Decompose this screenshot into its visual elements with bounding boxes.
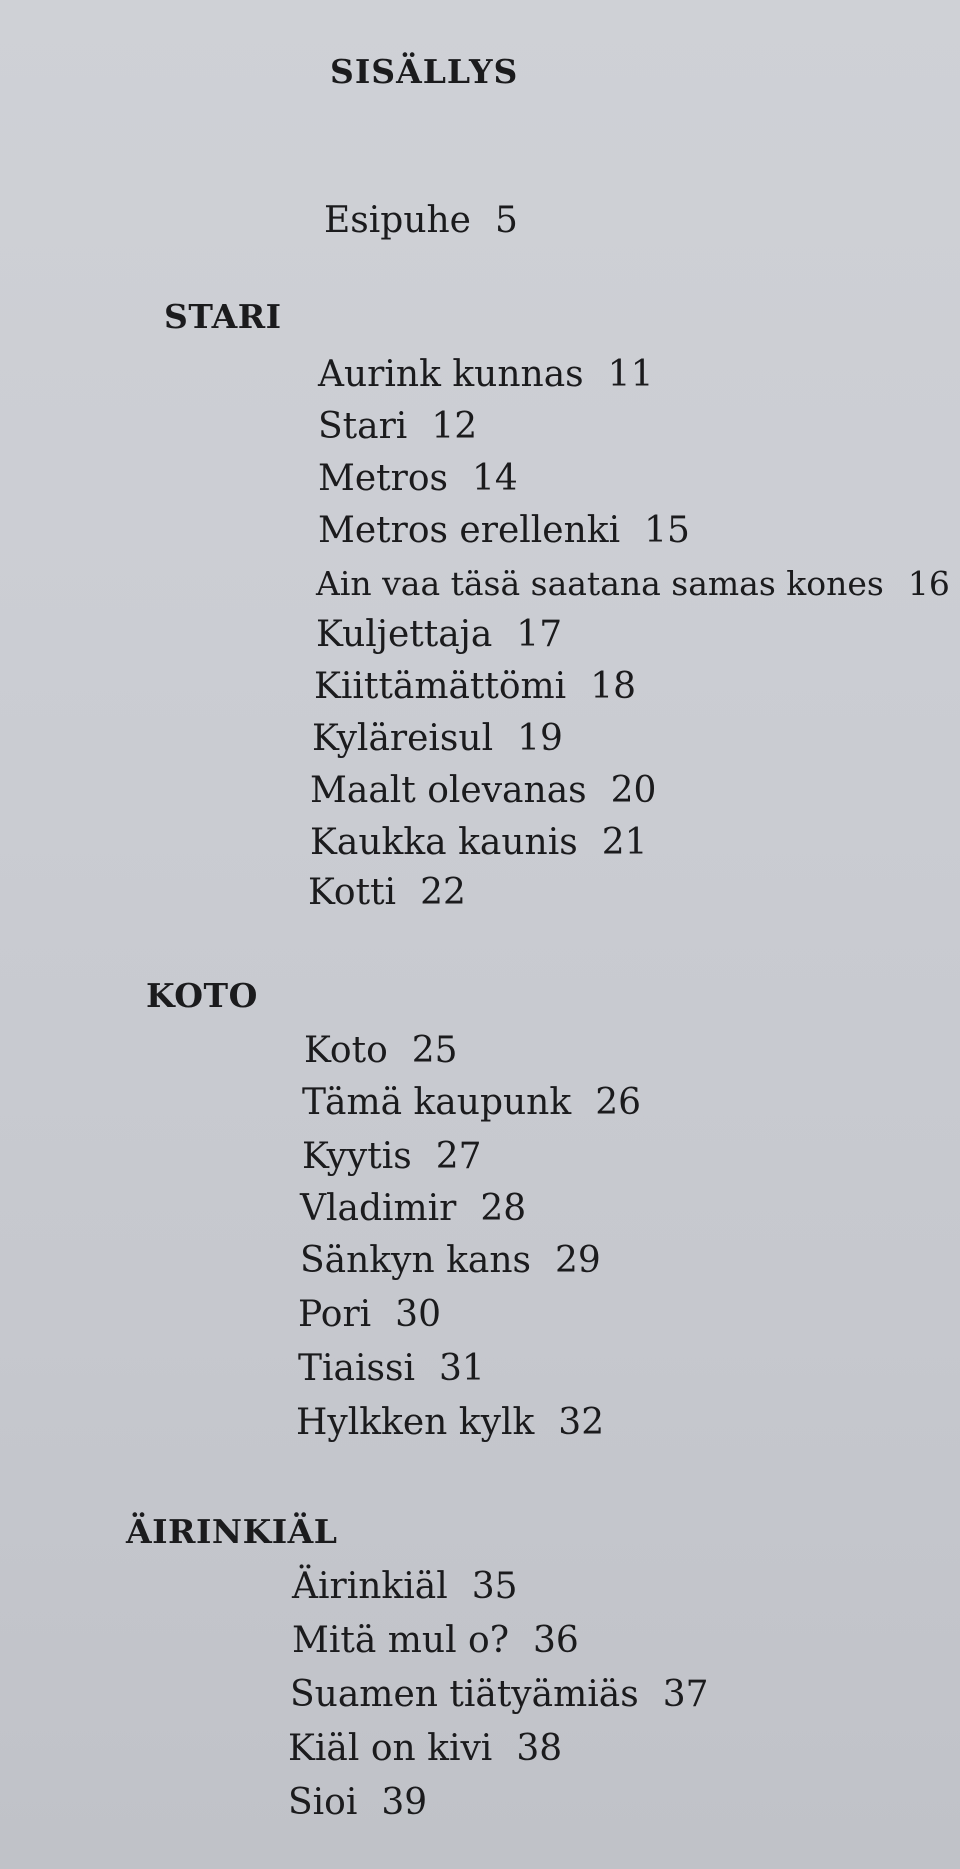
toc-entry-page: 31 (438, 1348, 485, 1389)
toc-entry-label: Ain vaa täsä saatana samas kones (316, 564, 884, 603)
toc-entry (288, 1728, 562, 1769)
toc-entry-page: 12 (431, 406, 478, 447)
toc-entry-page: 30 (395, 1294, 441, 1335)
toc-entry (298, 1294, 441, 1335)
toc-entry-page: 17 (516, 614, 563, 655)
toc-entry-label: Kiäl on kivi (288, 1728, 493, 1769)
toc-entry-label: Maalt olevanas (310, 770, 587, 811)
toc-entry-label: Esipuhe (324, 200, 471, 241)
toc-entry-label: Kyläreisul (312, 718, 494, 759)
toc-entry-page: 38 (516, 1728, 563, 1769)
toc-entry-label: Aurink kunnas (318, 354, 584, 395)
toc-entry-page: 22 (420, 872, 466, 913)
toc-entry-label: Metros (318, 458, 448, 499)
toc-entry-page: 18 (590, 666, 636, 707)
toc-entry-page: 36 (533, 1620, 579, 1661)
toc-entry-page: 14 (472, 458, 518, 499)
toc-entry-page: 5 (495, 200, 518, 241)
toc-entry-label: Metros erellenki (318, 510, 621, 551)
toc-entry-label: Mitä mul o? (292, 1620, 510, 1661)
toc-entry (318, 354, 653, 395)
toc-entry (290, 1674, 709, 1715)
toc-entry-page: 32 (558, 1402, 605, 1443)
toc-entry (318, 458, 518, 499)
toc-entry (310, 822, 648, 863)
toc-entry-label: Kuljettaja (316, 614, 493, 655)
toc-entry-label: Stari (318, 406, 408, 447)
toc-entry (318, 510, 690, 551)
toc-entry (292, 1566, 518, 1607)
toc-entry-page: 19 (517, 718, 563, 759)
toc-entry-label: Kiittämättömi (314, 666, 567, 707)
toc-entry (292, 1620, 579, 1661)
toc-entry-preface (324, 200, 518, 241)
toc-entry-page: 29 (555, 1240, 601, 1281)
toc-entry-label: Tiaissi (298, 1348, 415, 1389)
toc-entry-label: Sänkyn kans (300, 1240, 532, 1281)
toc-entry-page: 28 (480, 1188, 527, 1229)
toc-entry (302, 1136, 482, 1177)
toc-entry (314, 666, 636, 707)
toc-entry-page: 39 (381, 1782, 428, 1823)
toc-entry-page: 21 (601, 822, 648, 863)
page-title: SISÄLLYS (330, 52, 519, 91)
toc-entry (316, 614, 562, 655)
toc-entry-label: Pori (298, 1294, 372, 1335)
toc-entry (312, 718, 563, 759)
toc-entry-page: 11 (607, 354, 654, 395)
toc-entry-page: 25 (411, 1030, 458, 1071)
toc-entry-label: Äirinkiäl (292, 1566, 448, 1607)
toc-entry-label: Kaukka kaunis (310, 822, 578, 863)
toc-entry (288, 1782, 427, 1823)
section-heading-koto: KOTO (146, 976, 258, 1015)
toc-entry (300, 1240, 601, 1281)
toc-entry (304, 1030, 458, 1071)
toc-entry (298, 1348, 485, 1389)
toc-entry (300, 1188, 526, 1229)
toc-entry (302, 1082, 641, 1123)
toc-entry-page: 16 (907, 564, 950, 603)
toc-entry (308, 872, 466, 913)
toc-entry (310, 770, 656, 811)
toc-entry-label: Vladimir (300, 1188, 457, 1229)
toc-entry-label: Sioi (288, 1782, 358, 1823)
toc-entry (296, 1402, 604, 1443)
toc-entry-label: Suamen tiätyämiäs (290, 1674, 639, 1715)
toc-entry-label: Koto (304, 1030, 388, 1071)
toc-entry-page: 37 (662, 1674, 709, 1715)
toc-entry-label: Tämä kaupunk (302, 1082, 572, 1123)
toc-entry-page: 20 (610, 770, 657, 811)
toc-entry-label: Kyytis (302, 1136, 412, 1177)
toc-entry-label: Hylkken kylk (296, 1402, 535, 1443)
toc-entry-page: 26 (595, 1082, 641, 1123)
toc-entry (318, 406, 477, 447)
toc-entry-page: 15 (644, 510, 690, 551)
toc-entry-label: Kotti (308, 872, 397, 913)
section-heading-airinkial: ÄIRINKIÄL (126, 1512, 338, 1551)
section-heading-stari: STARI (164, 297, 282, 336)
toc-entry-page: 35 (471, 1566, 518, 1607)
toc-entry (316, 564, 950, 603)
toc-entry-page: 27 (435, 1136, 482, 1177)
